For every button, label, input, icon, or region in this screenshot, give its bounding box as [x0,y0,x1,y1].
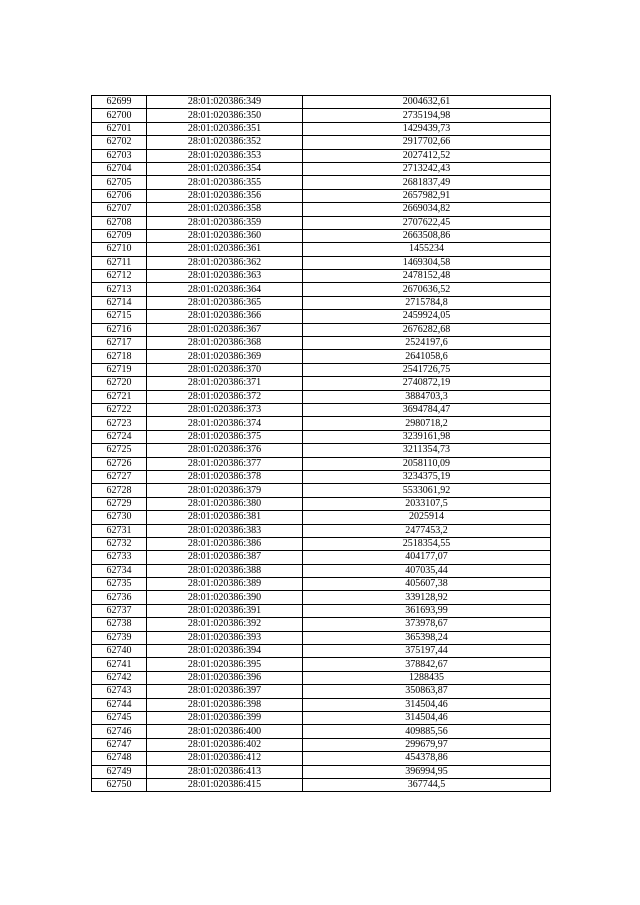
cadastral-number-cell: 28:01:020386:378 [147,470,303,483]
table-row [92,497,551,510]
cadastral-number-cell: 28:01:020386:413 [147,765,303,778]
cadastral-value-cell: 2657982,91 [303,189,551,202]
table-row [92,216,551,229]
row-number-cell: 62721 [92,390,147,403]
row-number-cell: 62702 [92,136,147,149]
table-row [92,189,551,202]
cadastral-value-cell: 454378,86 [303,752,551,765]
row-number-cell: 62703 [92,149,147,162]
cadastral-number-cell: 28:01:020386:412 [147,752,303,765]
row-number-cell: 62713 [92,283,147,296]
row-number-cell: 62732 [92,537,147,550]
cadastral-number-cell: 28:01:020386:389 [147,578,303,591]
row-number-cell: 62714 [92,296,147,309]
cadastral-value-cell: 2715784,8 [303,296,551,309]
row-number-cell: 62705 [92,176,147,189]
row-number-cell: 62742 [92,671,147,684]
table-row [92,350,551,363]
cadastral-value-table [91,95,551,792]
table-row [92,363,551,376]
table-row [92,417,551,430]
row-number-cell: 62746 [92,725,147,738]
cadastral-number-cell: 28:01:020386:380 [147,497,303,510]
cadastral-value-cell: 2459924,05 [303,310,551,323]
cadastral-number-cell: 28:01:020386:366 [147,310,303,323]
cadastral-value-cell: 350863,87 [303,685,551,698]
cadastral-value-cell: 367744,5 [303,778,551,791]
cadastral-value-cell: 314504,46 [303,711,551,724]
cadastral-number-cell: 28:01:020386:397 [147,685,303,698]
table-row [92,725,551,738]
cadastral-number-cell: 28:01:020386:377 [147,457,303,470]
row-number-cell: 62709 [92,229,147,242]
table-row [92,162,551,175]
row-number-cell: 62701 [92,122,147,135]
table-row [92,658,551,671]
cadastral-number-cell: 28:01:020386:363 [147,270,303,283]
table-row [92,671,551,684]
table-row [92,377,551,390]
table-row [92,631,551,644]
cadastral-number-cell: 28:01:020386:395 [147,658,303,671]
cadastral-value-cell: 404177,07 [303,551,551,564]
table-row [92,310,551,323]
cadastral-value-cell: 2033107,5 [303,497,551,510]
table-row [92,765,551,778]
cadastral-number-cell: 28:01:020386:387 [147,551,303,564]
row-number-cell: 62741 [92,658,147,671]
cadastral-value-cell: 365398,24 [303,631,551,644]
cadastral-value-cell: 3234375,19 [303,470,551,483]
table-row [92,778,551,791]
cadastral-value-cell: 409885,56 [303,725,551,738]
cadastral-value-cell: 375197,44 [303,645,551,658]
cadastral-number-cell: 28:01:020386:400 [147,725,303,738]
row-number-cell: 62715 [92,310,147,323]
row-number-cell: 62699 [92,96,147,109]
cadastral-number-cell: 28:01:020386:361 [147,243,303,256]
table-row [92,537,551,550]
row-number-cell: 62717 [92,337,147,350]
row-number-cell: 62718 [92,350,147,363]
cadastral-value-cell: 2676282,68 [303,323,551,336]
cadastral-number-cell: 28:01:020386:355 [147,176,303,189]
cadastral-number-cell: 28:01:020386:376 [147,444,303,457]
table-row [92,136,551,149]
row-number-cell: 62743 [92,685,147,698]
row-number-cell: 62725 [92,444,147,457]
cadastral-value-cell: 2669034,82 [303,203,551,216]
row-number-cell: 62749 [92,765,147,778]
table-row [92,296,551,309]
cadastral-number-cell: 28:01:020386:390 [147,591,303,604]
cadastral-value-cell: 1469304,58 [303,256,551,269]
table-row [92,752,551,765]
table-row [92,618,551,631]
table-row [92,511,551,524]
table-row [92,591,551,604]
row-number-cell: 62750 [92,778,147,791]
cadastral-number-cell: 28:01:020386:398 [147,698,303,711]
cadastral-value-cell: 299679,97 [303,738,551,751]
cadastral-number-cell: 28:01:020386:352 [147,136,303,149]
row-number-cell: 62733 [92,551,147,564]
table-row [92,270,551,283]
row-number-cell: 62716 [92,323,147,336]
row-number-cell: 62724 [92,430,147,443]
cadastral-number-cell: 28:01:020386:351 [147,122,303,135]
cadastral-value-cell: 2681837,49 [303,176,551,189]
cadastral-number-cell: 28:01:020386:368 [147,337,303,350]
row-number-cell: 62735 [92,578,147,591]
cadastral-number-cell: 28:01:020386:396 [147,671,303,684]
cadastral-number-cell: 28:01:020386:349 [147,96,303,109]
table-row [92,256,551,269]
cadastral-value-cell: 2025914 [303,511,551,524]
row-number-cell: 62727 [92,470,147,483]
row-number-cell: 62729 [92,497,147,510]
cadastral-number-cell: 28:01:020386:374 [147,417,303,430]
cadastral-value-cell: 2478152,48 [303,270,551,283]
cadastral-value-cell: 3211354,73 [303,444,551,457]
table-row [92,149,551,162]
cadastral-number-cell: 28:01:020386:394 [147,645,303,658]
row-number-cell: 62707 [92,203,147,216]
row-number-cell: 62738 [92,618,147,631]
table-row [92,524,551,537]
table-row [92,457,551,470]
table-row [92,564,551,577]
cadastral-number-cell: 28:01:020386:373 [147,403,303,416]
row-number-cell: 62737 [92,604,147,617]
cadastral-value-cell: 3694784,47 [303,403,551,416]
cadastral-value-cell: 1288435 [303,671,551,684]
cadastral-number-cell: 28:01:020386:388 [147,564,303,577]
cadastral-number-cell: 28:01:020386:392 [147,618,303,631]
table-row [92,430,551,443]
table-row [92,685,551,698]
table-row [92,551,551,564]
row-number-cell: 62723 [92,417,147,430]
cadastral-number-cell: 28:01:020386:362 [147,256,303,269]
table-row [92,484,551,497]
cadastral-number-cell: 28:01:020386:381 [147,511,303,524]
row-number-cell: 62731 [92,524,147,537]
cadastral-value-cell: 373978,67 [303,618,551,631]
cadastral-value-cell: 2740872,19 [303,377,551,390]
table-row [92,578,551,591]
cadastral-value-cell: 407035,44 [303,564,551,577]
cadastral-value-cell: 2641058,6 [303,350,551,363]
row-number-cell: 62708 [92,216,147,229]
cadastral-value-cell: 2663508,86 [303,229,551,242]
cadastral-number-cell: 28:01:020386:415 [147,778,303,791]
table-row [92,390,551,403]
cadastral-value-cell: 396994,95 [303,765,551,778]
cadastral-number-cell: 28:01:020386:367 [147,323,303,336]
cadastral-value-cell: 2670636,52 [303,283,551,296]
cadastral-number-cell: 28:01:020386:372 [147,390,303,403]
cadastral-number-cell: 28:01:020386:353 [147,149,303,162]
cadastral-value-cell: 2980718,2 [303,417,551,430]
table-row [92,243,551,256]
row-number-cell: 62712 [92,270,147,283]
cadastral-value-cell: 2518354,55 [303,537,551,550]
cadastral-value-cell: 3239161,98 [303,430,551,443]
row-number-cell: 62740 [92,645,147,658]
row-number-cell: 62728 [92,484,147,497]
row-number-cell: 62726 [92,457,147,470]
cadastral-number-cell: 28:01:020386:364 [147,283,303,296]
cadastral-value-cell: 378842,67 [303,658,551,671]
table-row [92,403,551,416]
table-body [92,96,551,792]
cadastral-number-cell: 28:01:020386:365 [147,296,303,309]
cadastral-value-cell: 1455234 [303,243,551,256]
table-row [92,96,551,109]
cadastral-value-cell: 2004632,61 [303,96,551,109]
cadastral-value-cell: 2707622,45 [303,216,551,229]
table-row [92,283,551,296]
cadastral-number-cell: 28:01:020386:402 [147,738,303,751]
cadastral-number-cell: 28:01:020386:369 [147,350,303,363]
row-number-cell: 62748 [92,752,147,765]
row-number-cell: 62744 [92,698,147,711]
row-number-cell: 62722 [92,403,147,416]
row-number-cell: 62747 [92,738,147,751]
cadastral-number-cell: 28:01:020386:391 [147,604,303,617]
cadastral-number-cell: 28:01:020386:375 [147,430,303,443]
row-number-cell: 62704 [92,162,147,175]
row-number-cell: 62700 [92,109,147,122]
table-row [92,738,551,751]
cadastral-value-cell: 314504,46 [303,698,551,711]
row-number-cell: 62739 [92,631,147,644]
table-row [92,337,551,350]
row-number-cell: 62720 [92,377,147,390]
table-row [92,109,551,122]
row-number-cell: 62711 [92,256,147,269]
cadastral-number-cell: 28:01:020386:379 [147,484,303,497]
row-number-cell: 62730 [92,511,147,524]
cadastral-number-cell: 28:01:020386:393 [147,631,303,644]
cadastral-number-cell: 28:01:020386:359 [147,216,303,229]
table-row [92,122,551,135]
row-number-cell: 62719 [92,363,147,376]
row-number-cell: 62734 [92,564,147,577]
row-number-cell: 62736 [92,591,147,604]
cadastral-number-cell: 28:01:020386:383 [147,524,303,537]
table-row [92,604,551,617]
cadastral-number-cell: 28:01:020386:354 [147,162,303,175]
cadastral-number-cell: 28:01:020386:370 [147,363,303,376]
cadastral-number-cell: 28:01:020386:386 [147,537,303,550]
table-row [92,203,551,216]
table-row [92,470,551,483]
cadastral-value-cell: 2541726,75 [303,363,551,376]
cadastral-value-cell: 3884703,3 [303,390,551,403]
cadastral-value-cell: 1429439,73 [303,122,551,135]
table-row [92,176,551,189]
table-row [92,645,551,658]
row-number-cell: 62745 [92,711,147,724]
row-number-cell: 62710 [92,243,147,256]
cadastral-value-cell: 2917702,66 [303,136,551,149]
cadastral-value-cell: 339128,92 [303,591,551,604]
cadastral-value-cell: 405607,38 [303,578,551,591]
table-row [92,698,551,711]
cadastral-number-cell: 28:01:020386:350 [147,109,303,122]
table-row [92,229,551,242]
cadastral-value-cell: 2713242,43 [303,162,551,175]
cadastral-value-cell: 5533061,92 [303,484,551,497]
cadastral-value-cell: 361693,99 [303,604,551,617]
cadastral-value-cell: 2027412,52 [303,149,551,162]
cadastral-value-cell: 2477453,2 [303,524,551,537]
table-row [92,711,551,724]
cadastral-number-cell: 28:01:020386:399 [147,711,303,724]
table-row [92,323,551,336]
row-number-cell: 62706 [92,189,147,202]
table-row [92,444,551,457]
cadastral-number-cell: 28:01:020386:371 [147,377,303,390]
cadastral-value-cell: 2524197,6 [303,337,551,350]
cadastral-value-cell: 2735194,98 [303,109,551,122]
cadastral-number-cell: 28:01:020386:356 [147,189,303,202]
cadastral-number-cell: 28:01:020386:360 [147,229,303,242]
cadastral-value-cell: 2058110,09 [303,457,551,470]
cadastral-number-cell: 28:01:020386:358 [147,203,303,216]
